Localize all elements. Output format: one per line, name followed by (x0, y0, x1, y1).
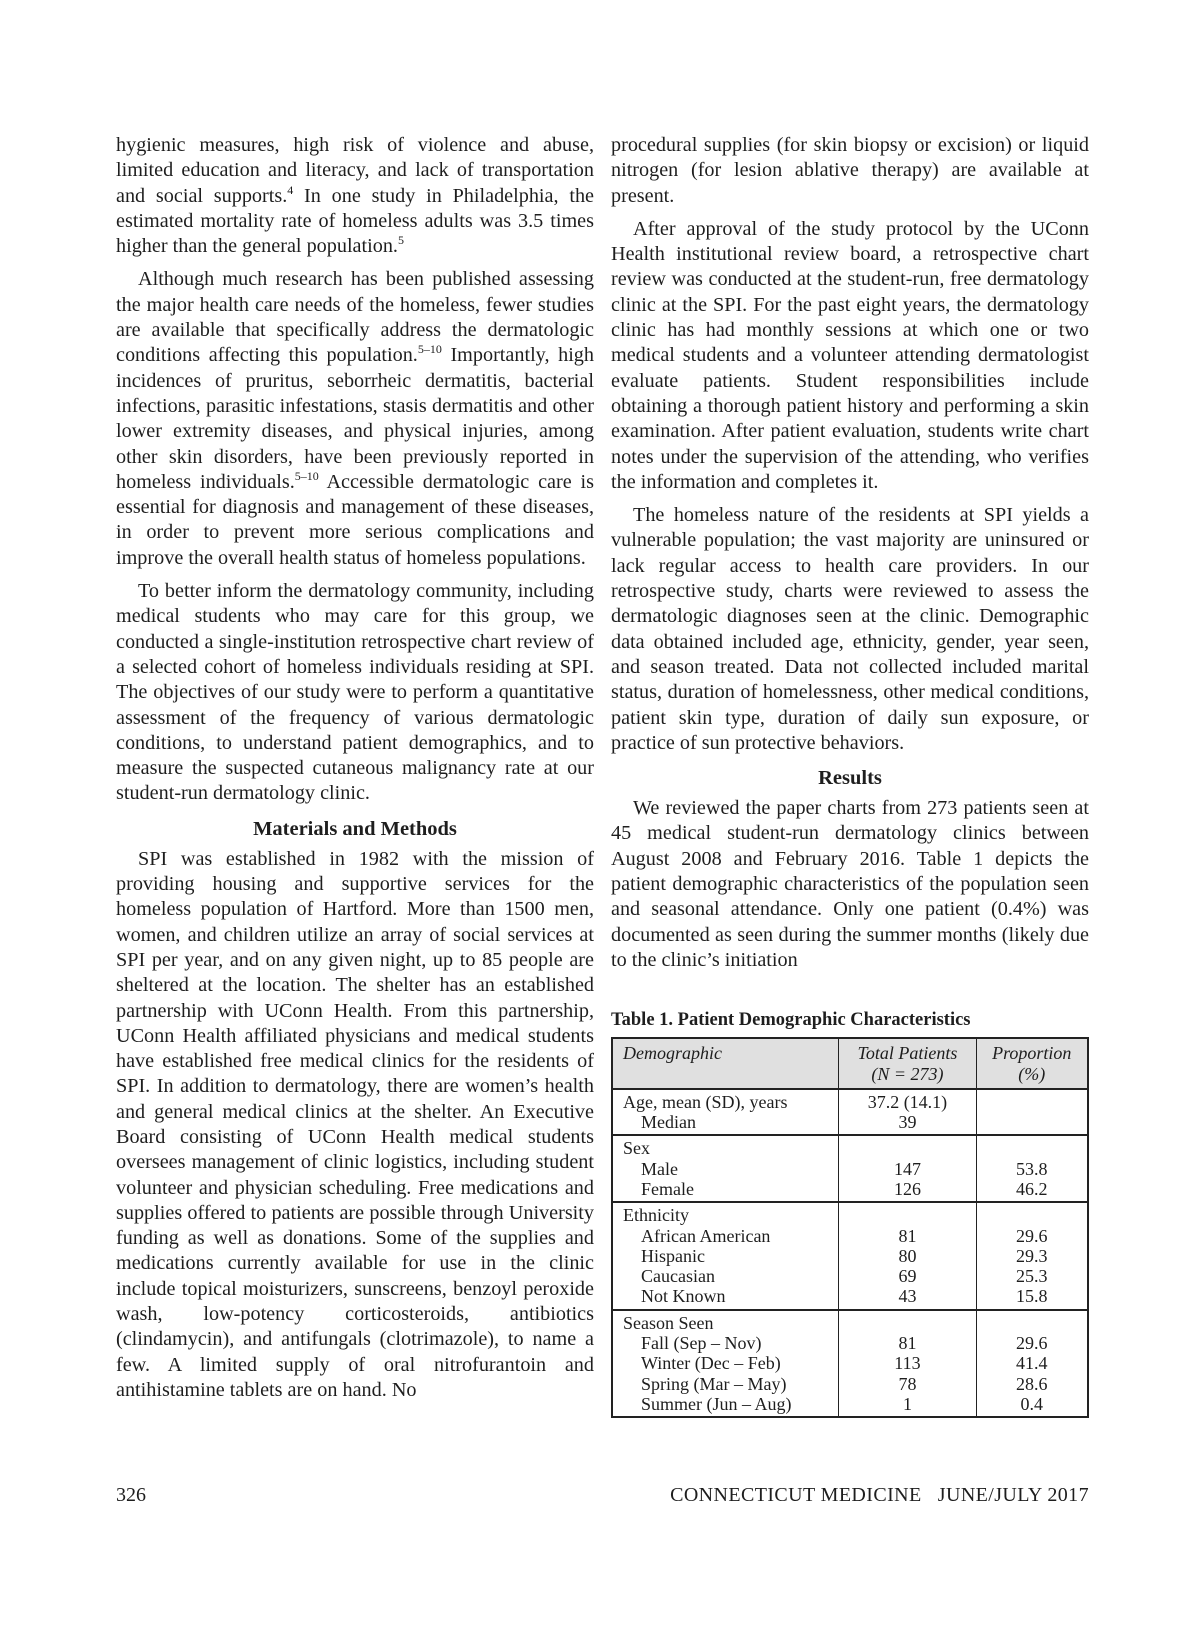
table-row-ethnicity: Ethnicity African American Hispanic Caucasian Not Known 81 80 69 43 29.6 29.3 25.3 15.8 (612, 1202, 1088, 1309)
citation: 5–10 (294, 468, 319, 483)
body-paragraph: Although much research has been published assessing the major health care needs of the homeless, fewer studies are available that specifically address the dermatologic conditions affecting this population.$^{5-10}$ Importantly, high incidences of pruritus, seborrheic dermatitis, bacterial infections, parasitic infestations, stasis dermatitis and other lower extremity diseases, and physical injuries, among other skin disorders, have been previously reported in homeless individuals.$^{5-10}$ Accessible dermatologic care is essential for diagnosis and management of these diseases, in order to prevent more serious complications and improve the overall health status of homeless populations. (116, 268, 595, 569)
citation: 4 (287, 182, 294, 197)
section-heading-results: Results (818, 767, 882, 790)
header-proportion: Proportion (%) (976, 1038, 1088, 1089)
body-paragraph: To better inform the dermatology community, including medical students who may care for this group, we conducted a single-institution retrospective chart review of a selected cohort of homeless individuals residing at SPI. The objectives of our study were to perform a quantitative assessment of the frequency of various dermatologic conditions, to understand patient demographics, and to measure the suspected cutaneous malignancy rate at our student-run dermatology clinic. (116, 580, 594, 805)
body-paragraph: SPI was established in 1982 with the mission of providing housing and supportive services for the homeless population of Hartford. More than 1500 men, women, and children utilize an array of social services at SPI per year, and on any given night, up to 85 people are sheltered at the location. The shelter has an established partnership with UConn Health. From this partnership, UConn Health affiliated physicians and medical students have established free medical clinics for the residents of SPI. In addition to dermatology, there are women’s health and general medical clinics at the shelter. An Executive Board consisting of UConn Health medical students oversees management of clinic logistics, including student volunteer and physician scheduling. Free medications and supplies offered to patients are possible through University funding as well as donations. Some of the supplies and medications currently available for use in the clinic include topical moisturizers, sunscreens, benzoyl peroxide wash, low-potency corticosteroids, antibiotics (clindamycin), and antifungals (clotrimazole), to name a few. A limited supply of oral nitrofurantoin and antihistamine tablets are on hand. No (116, 847, 594, 1401)
citation: 5 (397, 233, 404, 248)
table-row-age: Age, mean (SD), years Median 37.2 (14.1) 39 (612, 1089, 1088, 1136)
header-demographic: Demographic (612, 1038, 839, 1089)
header-total-patients: Total Patients (N = 273) (839, 1038, 976, 1089)
body-paragraph: The homeless nature of the residents at SPI yields a vulnerable population; the vast majority are uninsured or lack regular access to health care providers. In our retrospective study, charts were reviewed to assess the dermatologic diagnoses seen at the clinic. Demographic data obtained included age, ethnicity, gender, year seen, and season treated. Data not collected included marital status, duration of homelessness, other medical conditions, patient skin type, duration of daily sun exposure, or practice of sun protective behaviors. (611, 504, 1089, 754)
citation: 5–10 (417, 342, 442, 357)
body-paragraph: hygienic measures, high risk of violence and abuse, limited education and literacy, and lack of transportation and social supports.$^4$ In one study in Philadelphia, the estimated mortality rate of homeless adults was 3.5 times higher than the general population.$^5$ (116, 134, 594, 258)
right-column (611, 133, 1089, 1418)
page-number: 326 (116, 1484, 146, 1506)
body-paragraph: We reviewed the paper charts from 273 patients seen at 45 medical student-run dermatology clinics between August 2008 and February 2016. Table 1 depicts the patient demographic characteristics of the population seen and seasonal attendance. Only one patient (0.4%) was documented as seen during the summer months (likely due to the clinic’s initiation (611, 797, 1089, 971)
body-paragraph: After approval of the study protocol by the UConn Health institutional review board, a retrospective chart review was conducted at the student-run, free dermatology clinic at the SPI. For the past eight years, the dermatology clinic has had monthly sessions at which one or two medical students and a volunteer attending dermatologist evaluate patients. Student responsibilities include obtaining a thorough patient history and performing a skin examination. After patient evaluation, students write chart notes under the supervision of the attending, who verifies the information and completes it. (611, 217, 1089, 493)
body-paragraph: procedural supplies (for skin biopsy or excision) or liquid nitrogen (for lesion ablative therapy) are available at present. (611, 134, 1089, 207)
table-row-season: Season Seen Fall (Sep – Nov) Winter (Dec – Feb) Spring (Mar – May) Summer (Jun – Aug) 81 113 78 1 29.6 41.4 28.6 0.4 (612, 1310, 1088, 1417)
table-caption: Table 1. Patient Demographic Characteristics (611, 1010, 971, 1031)
table-header-row (612, 1038, 1088, 1089)
table-row-sex: Sex Male Female 147 126 53.8 46.2 (612, 1135, 1088, 1202)
journal-footer: CONNECTICUT MEDICINE JUNE/JULY 2017 (670, 1484, 1089, 1506)
left-column (116, 133, 594, 1411)
demographics-table (611, 1037, 1089, 1418)
section-heading-methods: Materials and Methods (253, 817, 457, 840)
